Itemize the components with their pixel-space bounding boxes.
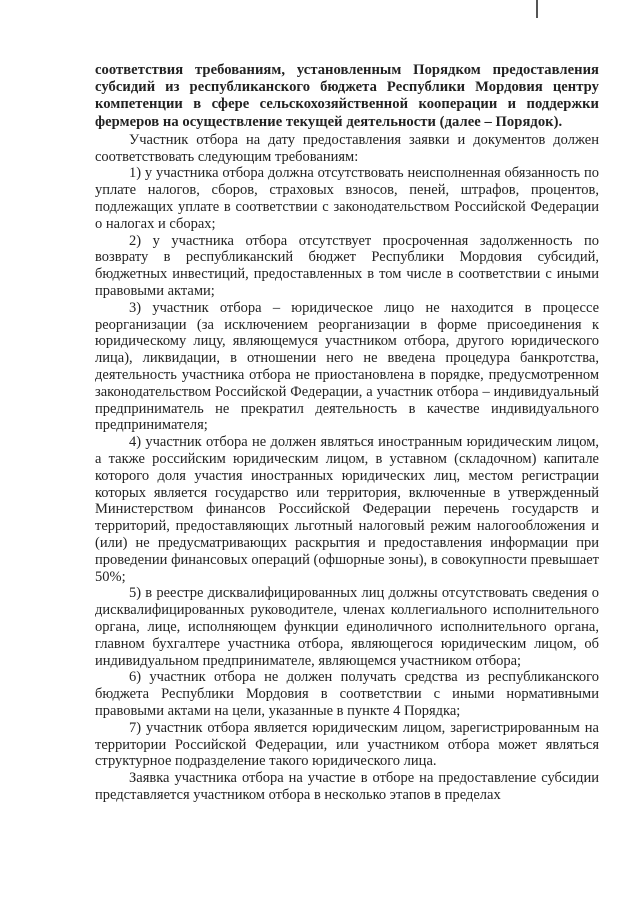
requirement-item-6: 6) участник отбора не должен получать средства из республиканского бюджета Республики Мордовия в соответствии с иными нормативными правовыми актами на цели, указанные в пункте 4 Порядка; bbox=[95, 669, 599, 719]
document-page bbox=[95, 62, 599, 804]
requirement-item-2: 2) у участника отбора отсутствует просроченная задолженность по возврату в республиканский бюджет Республики Мордовия субсидий, бюджетных инвестиций, предоставленных в том числе в соответствии с иными правовыми актами; bbox=[95, 232, 599, 299]
closing-paragraph: Заявка участника отбора на участие в отборе на предоставление субсидии представляется участником отбора в несколько этапов в пределах bbox=[95, 770, 599, 803]
intro-paragraph: Участник отбора на дату предоставления заявки и документов должен соответствовать следующим требованиям: bbox=[95, 131, 599, 165]
requirement-item-4: 4) участник отбора не должен являться иностранным юридическим лицом, а также российским юридическим лицом, в уставном (складочном) капитале которого доля участия иностранных юридических лиц, местом регистрации которых является государство или территория, включенные в утвержденный Министерством финансов Российской Федерации перечень государств и территорий, предоставляющих льготный налоговый режим налогообложения и (или) не предусматривающих раскрытия и предоставления информации при проведении финансовых операций (офшорные зоны), в совокупности превышает 50%; bbox=[95, 434, 599, 585]
requirement-item-1: 1) у участника отбора должна отсутствовать неисполненная обязанность по уплате налогов, сборов, страховых взносов, пеней, штрафов, процентов, подлежащих уплате в соответствии с законодательством Российской Федерации о налогах и сборах; bbox=[95, 165, 599, 232]
requirement-item-7: 7) участник отбора является юридическим лицом, зарегистрированным на территории Российской Федерации, или участником отбора может являться структурное подразделение такого юридического лица. bbox=[95, 719, 599, 770]
scan-edge-mark bbox=[536, 0, 538, 18]
requirement-item-5: 5) в реестре дисквалифицированных лиц должны отсутствовать сведения о дисквалифицированных руководителе, членах коллегиального исполнительного органа, лице, исполняющем функции единоличного исполнительного органа, главном бухгалтере участника отбора, являющегося юридическим лицом, об индивидуальном предпринимателе, являющемся участником отбора; bbox=[95, 585, 599, 669]
section-heading: соответствия требованиям, установленным Порядком предоставления субсидий из республиканского бюджета Республики Мордовия центру компетенции в сфере сельскохозяйственной кооперации и поддержки фермеров на осуществление текущей деятельности (далее – Порядок). bbox=[95, 62, 599, 130]
requirement-item-3: 3) участник отбора – юридическое лицо не находится в процессе реорганизации (за исключением реорганизации в форме присоединения к юридическому лицу, являющемуся участником отбора, другого юридического лица), ликвидации, в отношении него не введена процедура банкротства, деятельность участника отбора не приостановлена в порядке, предусмотренном законодательством Российской Федерации, а участник отбора – индивидуальный предприниматель не прекратил деятельность в качестве индивидуального предпринимателя; bbox=[95, 299, 599, 434]
